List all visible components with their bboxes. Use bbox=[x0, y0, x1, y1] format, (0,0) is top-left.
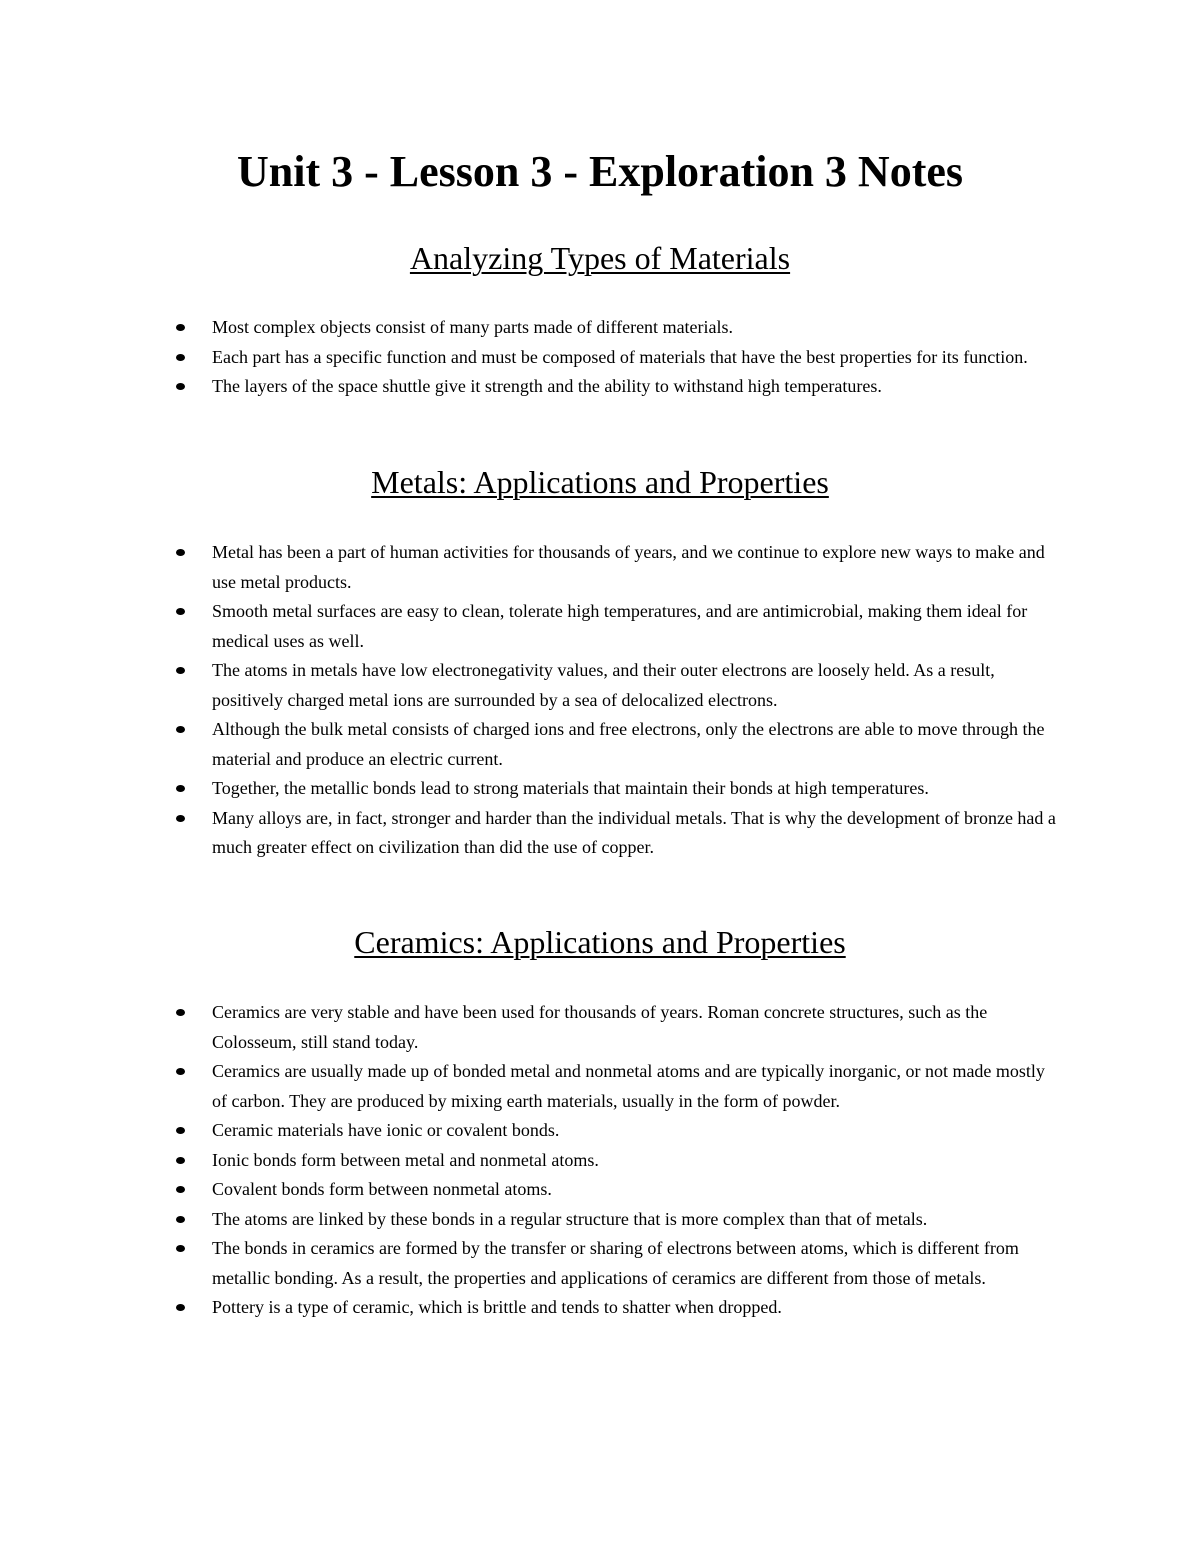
bullet-list-analyzing-types bbox=[0, 313, 1200, 402]
list-item-text: Ceramics are usually made up of bonded metal and nonmetal atoms and are typically inorganic, or not made mostly of carbon. They are produced by mixing earth materials, usually in the form of powder. bbox=[212, 1061, 1045, 1111]
list-item-text: Metal has been a part of human activities for thousands of years, and we continue to explore new ways to make and use metal products. bbox=[212, 542, 1045, 592]
list-item-text: Smooth metal surfaces are easy to clean, tolerate high temperatures, and are antimicrobial, making them ideal for medical uses as well. bbox=[212, 601, 1028, 651]
list-item bbox=[0, 313, 1200, 343]
bullet-list-metals bbox=[0, 538, 1200, 863]
bullet-icon bbox=[176, 324, 185, 331]
section-heading-metals bbox=[0, 462, 1200, 502]
list-item-text: Although the bulk metal consists of charged ions and free electrons, only the electrons are able to move through the material and produce an electric current. bbox=[212, 719, 1045, 769]
bullet-icon bbox=[176, 1068, 185, 1075]
list-item bbox=[0, 1175, 1200, 1205]
bullet-icon bbox=[176, 726, 185, 733]
list-item-text: Ceramic materials have ionic or covalent bonds. bbox=[212, 1120, 560, 1140]
list-item bbox=[0, 1057, 1200, 1116]
bullet-icon bbox=[176, 549, 185, 556]
list-item-text: The atoms are linked by these bonds in a regular structure that is more complex than that of metals. bbox=[212, 1208, 928, 1229]
list-item-text: Each part has a specific function and must be composed of materials that have the best properties for its function. bbox=[212, 346, 1028, 367]
bullet-icon bbox=[176, 354, 185, 361]
bullet-icon bbox=[176, 785, 185, 792]
list-item bbox=[0, 1293, 1200, 1323]
bullet-icon bbox=[176, 383, 185, 390]
bullet-icon bbox=[176, 608, 185, 615]
list-item bbox=[0, 538, 1200, 597]
list-item-text: Together, the metallic bonds lead to strong materials that maintain their bonds at high temperatures. bbox=[212, 778, 929, 798]
list-item bbox=[0, 998, 1200, 1057]
list-item bbox=[0, 597, 1200, 656]
list-item-text: Pottery is a type of ceramic, which is brittle and tends to shatter when dropped. bbox=[212, 1297, 782, 1317]
list-item bbox=[0, 1146, 1200, 1176]
bullet-icon bbox=[176, 667, 185, 674]
list-item-text: The atoms in metals have low electronegativity values, and their outer electrons are loosely held. As a result, positively charged metal ions are surrounded by a sea of delocalized electrons. bbox=[212, 660, 995, 710]
bullet-icon bbox=[176, 815, 185, 822]
bullet-list-ceramics bbox=[0, 998, 1200, 1323]
list-item bbox=[0, 656, 1200, 715]
section-heading-analyzing-types bbox=[0, 238, 1200, 278]
list-item bbox=[0, 343, 1200, 373]
list-item bbox=[0, 1116, 1200, 1146]
bullet-icon bbox=[176, 1245, 185, 1252]
list-item-text: The bonds in ceramics are formed by the transfer or sharing of electrons between atoms, which is different from metallic bonding. As a result, the properties and applications of ceramics are different from those of metals. bbox=[212, 1238, 1019, 1288]
list-item bbox=[0, 1205, 1200, 1235]
list-item-text: Covalent bonds form between nonmetal atoms. bbox=[212, 1179, 552, 1199]
bullet-icon bbox=[176, 1186, 185, 1193]
list-item-text: Ionic bonds form between metal and nonmetal atoms. bbox=[212, 1149, 599, 1170]
list-item-text: The layers of the space shuttle give it strength and the ability to withstand high temperatures. bbox=[212, 376, 882, 396]
list-item bbox=[0, 804, 1200, 863]
section-heading-text: Analyzing Types of Materials bbox=[409, 240, 791, 276]
list-item bbox=[0, 1234, 1200, 1293]
list-item-text: Ceramics are very stable and have been used for thousands of years. Roman concrete structures, such as the Colosseum, still stand today. bbox=[212, 1002, 988, 1052]
list-item-text: Many alloys are, in fact, stronger and harder than the individual metals. That is why the development of bronze had a much greater effect on civilization than did the use of copper. bbox=[212, 807, 1056, 857]
bullet-icon bbox=[176, 1304, 185, 1311]
section-heading-ceramics bbox=[0, 922, 1200, 962]
list-item bbox=[0, 715, 1200, 774]
bullet-icon bbox=[176, 1216, 185, 1223]
list-item bbox=[0, 774, 1200, 804]
page-title: Unit 3 - Lesson 3 - Exploration 3 Notes bbox=[236, 147, 964, 196]
list-item-text: Most complex objects consist of many parts made of different materials. bbox=[212, 317, 734, 337]
section-heading-text: Metals: Applications and Properties bbox=[371, 464, 829, 500]
bullet-icon bbox=[176, 1157, 185, 1164]
bullet-icon bbox=[176, 1009, 185, 1016]
bullet-icon bbox=[176, 1127, 185, 1134]
section-heading-text: Ceramics: Applications and Properties bbox=[354, 924, 846, 960]
list-item bbox=[0, 372, 1200, 402]
